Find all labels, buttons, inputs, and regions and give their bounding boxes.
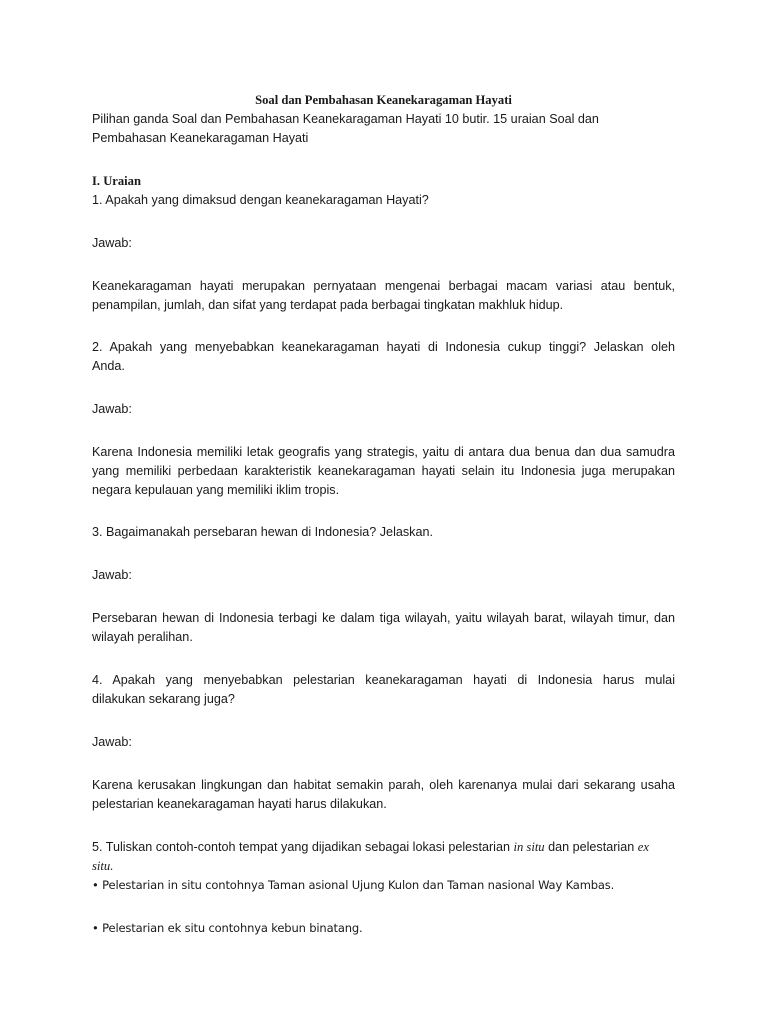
question-3: 3. Bagaimanakah persebaran hewan di Indonesia? Jelaskan. bbox=[92, 525, 433, 539]
answer-2-line-1: Karena Indonesia memiliki letak geografis yang strategis, yaitu di antara dua benua dan dua samudra bbox=[92, 445, 675, 459]
answer-label-4: Jawab: bbox=[92, 735, 132, 749]
question-5-line-1 bbox=[92, 837, 675, 857]
term-in-situ: in situ bbox=[513, 840, 545, 854]
intro-line-1: Pilihan ganda Soal dan Pembahasan Keanekaragaman Hayati 10 butir. 15 uraian Soal dan bbox=[92, 112, 599, 126]
answer-2-line-2: yang memiliki perbedaan karakteristik keanekaragaman hayati selain itu Indonesia juga merupakan bbox=[92, 464, 675, 478]
question-4-line-1: 4. Apakah yang menyebabkan pelestarian keanekaragaman hayati di Indonesia harus mulai bbox=[92, 673, 675, 687]
answer-5-bullet-1: • Pelestarian in situ contohnya Taman asional Ujung Kulon dan Taman nasional Way Kambas. bbox=[92, 878, 615, 892]
question-5-line-2: situ. bbox=[92, 859, 114, 873]
answer-3-line-2: wilayah peralihan. bbox=[92, 630, 193, 644]
answer-3-line-1: Persebaran hewan di Indonesia terbagi ke dalam tiga wilayah, yaitu wilayah barat, wilayah timur, dan bbox=[92, 611, 675, 625]
question-4-line-2: dilakukan sekarang juga? bbox=[92, 692, 235, 706]
answer-5-bullet-2: • Pelestarian ek situ contohnya kebun binatang. bbox=[92, 921, 363, 935]
answer-1-line-1: Keanekaragaman hayati merupakan pernyataan mengenai berbagai macam variasi atau bentuk, bbox=[92, 279, 675, 293]
question-5-middle: dan pelestarian bbox=[544, 840, 638, 854]
question-2-line-2: Anda. bbox=[92, 359, 125, 373]
question-2-line-1: 2. Apakah yang menyebabkan keanekaragaman hayati di Indonesia cukup tinggi? Jelaskan oleh bbox=[92, 340, 675, 354]
answer-1-line-2: penampilan, jumlah, dan sifat yang terdapat pada berbagai tingkatan makhluk hidup. bbox=[92, 298, 564, 312]
answer-2-line-3: negara kepulauan yang memiliki iklim tropis. bbox=[92, 483, 340, 497]
term-ex: ex bbox=[637, 840, 649, 854]
question-1: 1. Apakah yang dimaksud dengan keanekaragaman Hayati? bbox=[92, 193, 429, 207]
intro-line-2: Pembahasan Keanekaragaman Hayati bbox=[92, 131, 309, 145]
answer-label-3: Jawab: bbox=[92, 568, 132, 582]
question-5-prefix: 5. Tuliskan contoh-contoh tempat yang dijadikan sebagai lokasi pelestarian bbox=[92, 840, 514, 854]
answer-4-line-2: pelestarian keanekaragaman hayati harus dilakukan. bbox=[92, 797, 387, 811]
answer-label-1: Jawab: bbox=[92, 236, 132, 250]
section-heading: I. Uraian bbox=[92, 174, 141, 188]
answer-label-2: Jawab: bbox=[92, 402, 132, 416]
answer-4-line-1: Karena kerusakan lingkungan dan habitat semakin parah, oleh karenanya mulai dari sekarang usaha bbox=[92, 778, 675, 792]
document-title: Soal dan Pembahasan Keanekaragaman Hayati bbox=[255, 93, 512, 107]
